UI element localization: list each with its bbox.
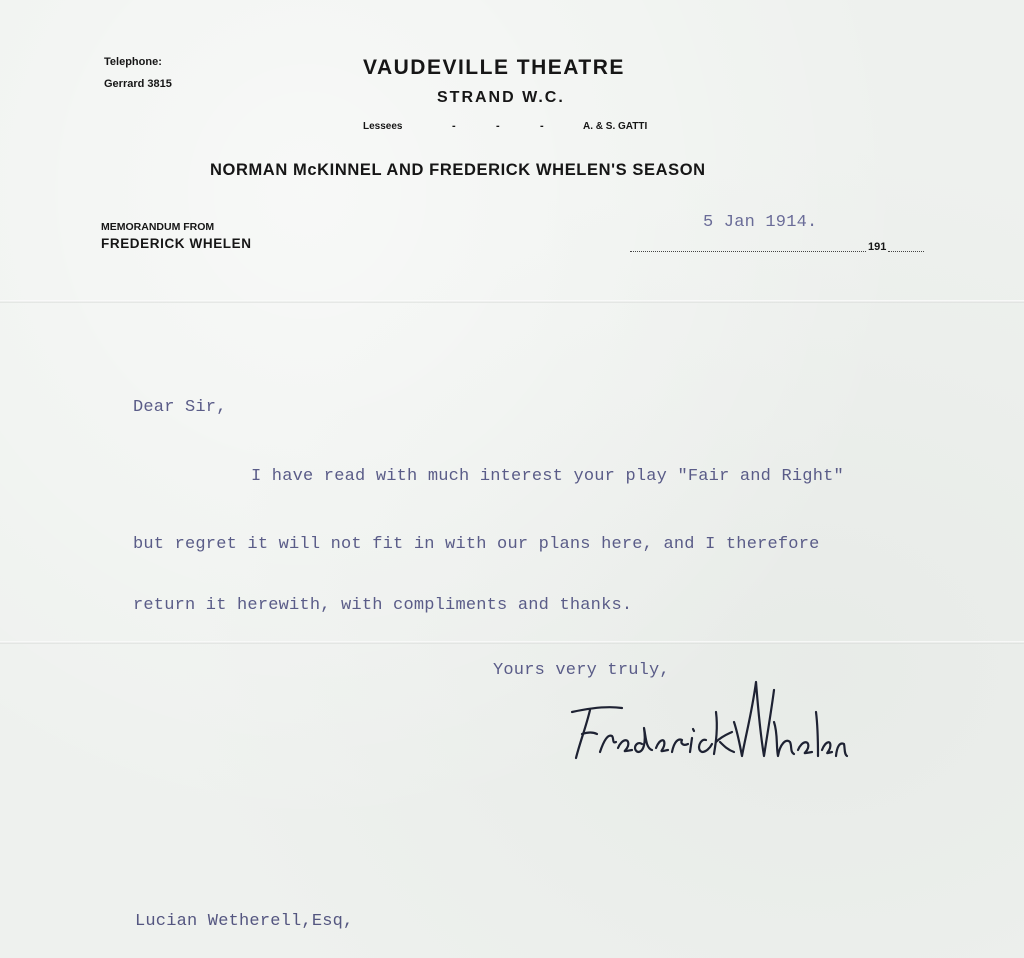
body-line: I have read with much interest your play "Fair and Right" (251, 467, 844, 486)
theatre-address: STRAND W.C. (437, 89, 565, 106)
memorandum-label: MEMORANDUM FROM (101, 221, 215, 233)
handwritten-signature (560, 672, 850, 767)
salutation: Dear Sir, (133, 398, 227, 417)
telephone-number: Gerrard 3815 (104, 78, 172, 90)
leader-dash: - (496, 120, 500, 132)
lessees-name: A. & S. GATTI (583, 121, 648, 132)
closing: Yours very truly, (493, 661, 670, 680)
paper-fold-line (0, 641, 1024, 644)
lessees-label: Lessees (363, 121, 403, 132)
letter-date: 5 Jan 1914. (703, 213, 818, 232)
paper-fold-line (0, 300, 1024, 303)
recipient-name: Lucian Wetherell,Esq, (135, 912, 354, 931)
date-dotted-line (630, 251, 866, 252)
telephone-label: Telephone: (104, 56, 162, 68)
date-dotted-line (888, 251, 924, 252)
memorandum-name: FREDERICK WHELEN (101, 236, 252, 251)
body-line: return it herewith, with compliments and thanks. (133, 596, 633, 615)
season-heading: NORMAN McKINNEL AND FREDERICK WHELEN'S SEASON (210, 161, 706, 179)
leader-dash: - (452, 120, 456, 132)
body-line: but regret it will not fit in with our plans here, and I therefore (133, 535, 820, 554)
year-prefix: 191 (868, 241, 887, 253)
leader-dash: - (540, 120, 544, 132)
theatre-name: VAUDEVILLE THEATRE (363, 56, 625, 79)
